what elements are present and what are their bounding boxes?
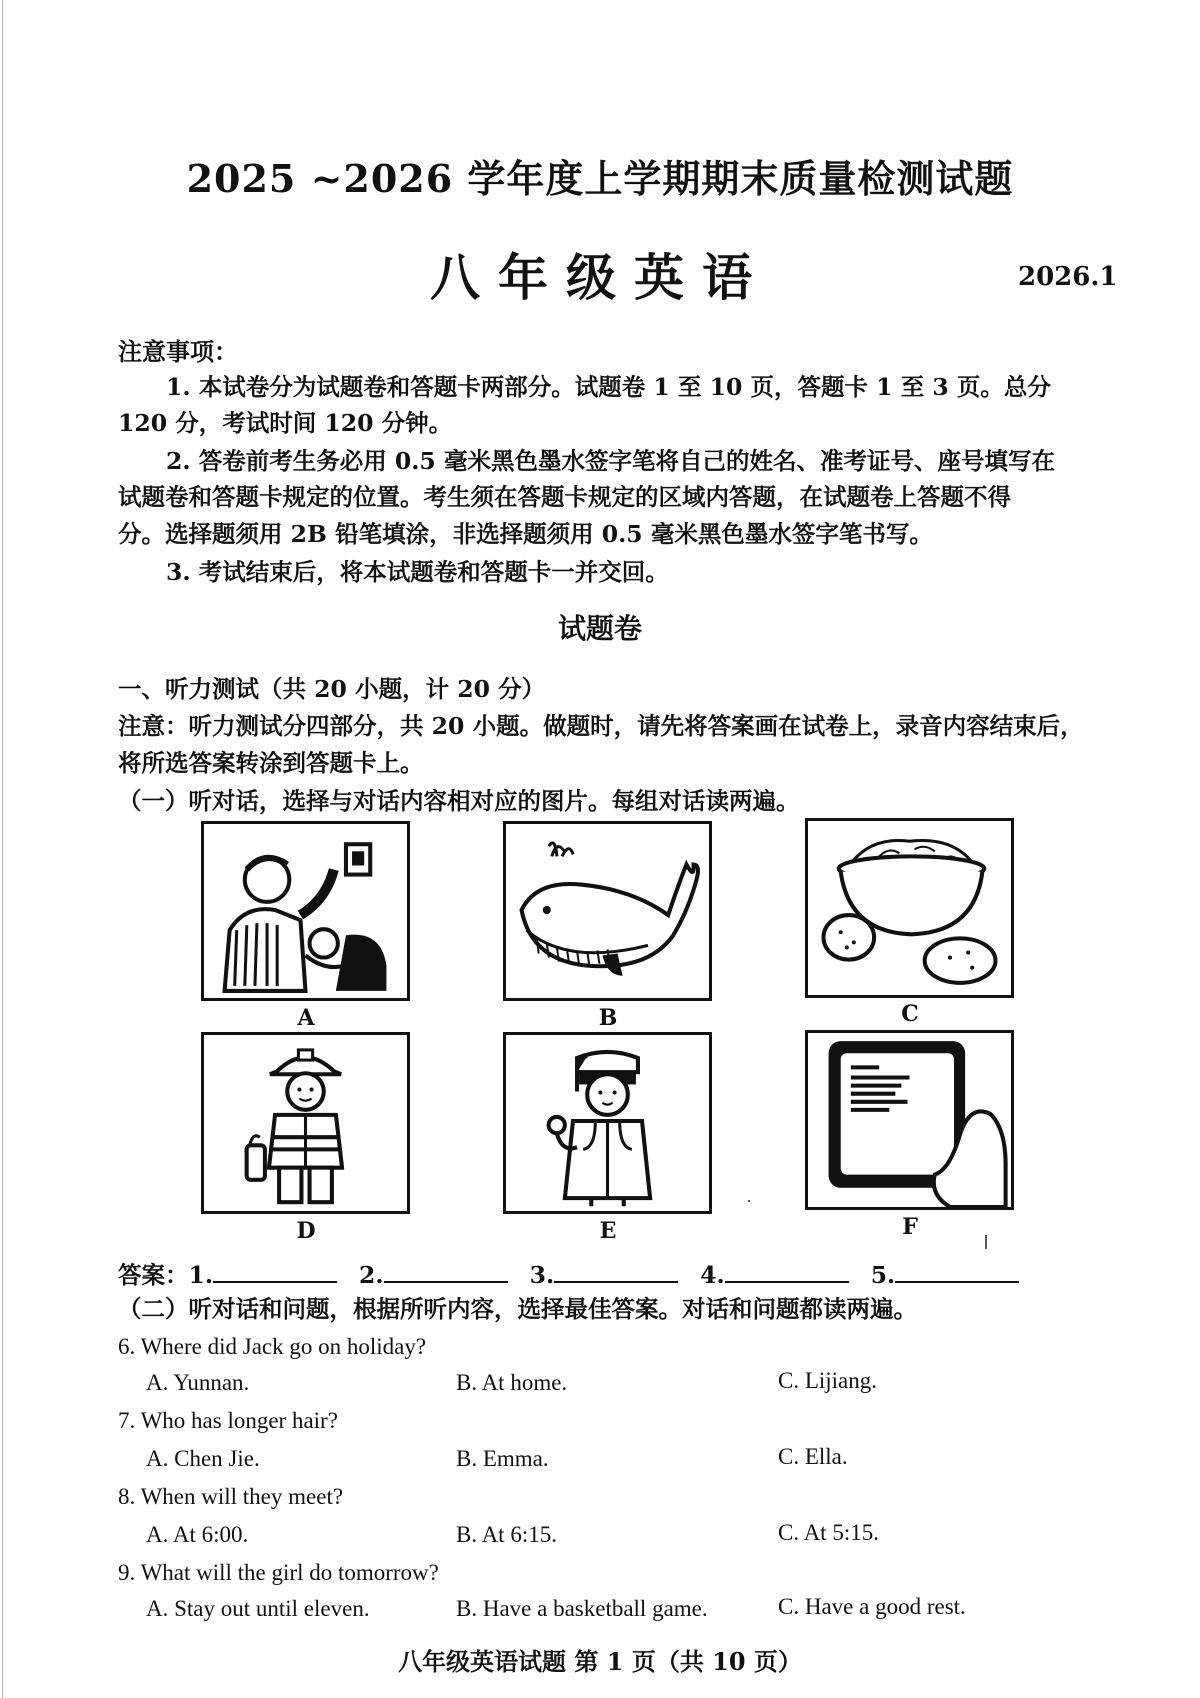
notice-line: 试题卷和答题卡规定的位置。考生须在答题卡规定的区域内答题，在试题卷上答题不得 [118,483,1011,511]
option-7b: B. Emma. [456,1446,549,1471]
option-9a: A. Stay out until eleven. [146,1596,370,1621]
man-holding-photo-with-child-icon [204,824,407,998]
option-9c: C. Have a good rest. [778,1594,966,1619]
option-6a: A. Yunnan. [146,1370,250,1395]
picture-label-e: E [599,1218,617,1244]
section-title: 试题卷 [557,612,642,645]
picture-label-a: A [297,1005,315,1031]
picture-label-c: C [901,1001,919,1027]
option-7c: C. Ella. [778,1444,848,1469]
picture-label-d: D [296,1218,316,1244]
picture-label-b: B [598,1005,618,1031]
hand-holding-tablet-icon [808,1033,1011,1207]
answer-number: 2. [359,1261,384,1289]
answer-blank-5[interactable] [895,1259,1019,1283]
answer-number: 1. [188,1261,214,1289]
answer-blank-4[interactable] [725,1259,849,1283]
option-9b: B. Have a basketball game. [456,1596,708,1621]
option-8b: B. At 6:15. [456,1522,557,1547]
option-6b: B. At home. [456,1370,568,1395]
part1-sub1: （一）听对话，选择与对话内容相对应的图片。每组对话读两遍。 [118,787,800,815]
picture-c [805,818,1014,998]
exam-date: 2026.1 [1018,262,1118,292]
exam-title: 2025 ~2026 学年度上学期期末质量检测试题 [186,156,1014,201]
bowl-of-mashed-potatoes-icon [808,821,1011,995]
picture-e [503,1032,712,1214]
scan-speck [748,1200,750,1202]
part1-sub2: （二）听对话和问题，根据所听内容，选择最佳答案。对话和问题都读两遍。 [118,1295,917,1323]
notice-line: 分。选择题须用 2B 铅笔填涂，非选择题须用 0.5 毫米黑色墨水签字笔书写。 [118,520,933,548]
question-7: 7. Who has longer hair? [118,1408,338,1433]
question-8: 8. When will they meet? [118,1484,344,1509]
notice-line: 1. 本试卷分为试题卷和答题卡两部分。试题卷 1 至 10 页，答题卡 1 至 3 页。总分 [166,373,1051,401]
scan-edge [2,0,3,1698]
picture-d [201,1032,410,1214]
scan-speck [985,1235,987,1249]
answer-row [118,1256,1019,1290]
page-footer: 八年级英语试题 第 1 页（共 10 页） [398,1647,802,1676]
option-8c: C. At 5:15. [778,1520,879,1545]
notice-heading: 注意事项： [118,337,238,366]
option-6c: C. Lijiang. [778,1368,878,1393]
part1-note: 注意：听力测试分四部分，共 20 小题。做题时，请先将答案画在试卷上，录音内容结束后， [118,712,1084,740]
notice-line: 2. 答卷前考生务必用 0.5 毫米黑色墨水签字笔将自己的姓名、准考证号、座号填写在 [166,447,1055,475]
question-6: 6. Where did Jack go on holiday? [118,1334,427,1359]
notice-line: 120 分，考试时间 120 分钟。 [118,409,453,437]
answer-blank-1[interactable] [213,1259,337,1283]
picture-a [201,821,410,1001]
option-7a: A. Chen Jie. [146,1446,260,1471]
answer-number: 4. [700,1261,725,1289]
picture-f [805,1030,1014,1210]
doctor-icon [506,1035,709,1211]
option-8a: A. At 6:00. [146,1522,249,1547]
part1-title: 一、听力测试（共 20 小题，计 20 分） [118,675,546,703]
firefighter-icon [204,1035,407,1211]
answer-blank-2[interactable] [384,1259,508,1283]
answer-number: 3. [529,1261,555,1289]
question-9: 9. What will the girl do tomorrow? [118,1560,439,1585]
answer-blank-3[interactable] [554,1259,678,1283]
picture-b [503,821,712,1001]
picture-label-f: F [902,1214,918,1240]
whale-icon [506,824,709,998]
notice-line: 3. 考试结束后，将本试题卷和答题卡一并交回。 [166,558,669,586]
answer-number: 5. [870,1261,896,1289]
answer-label: 答案： [118,1261,189,1289]
subject-title: 八年级英语 [430,248,770,307]
part1-note: 将所选答案转涂到答题卡上。 [118,749,424,777]
